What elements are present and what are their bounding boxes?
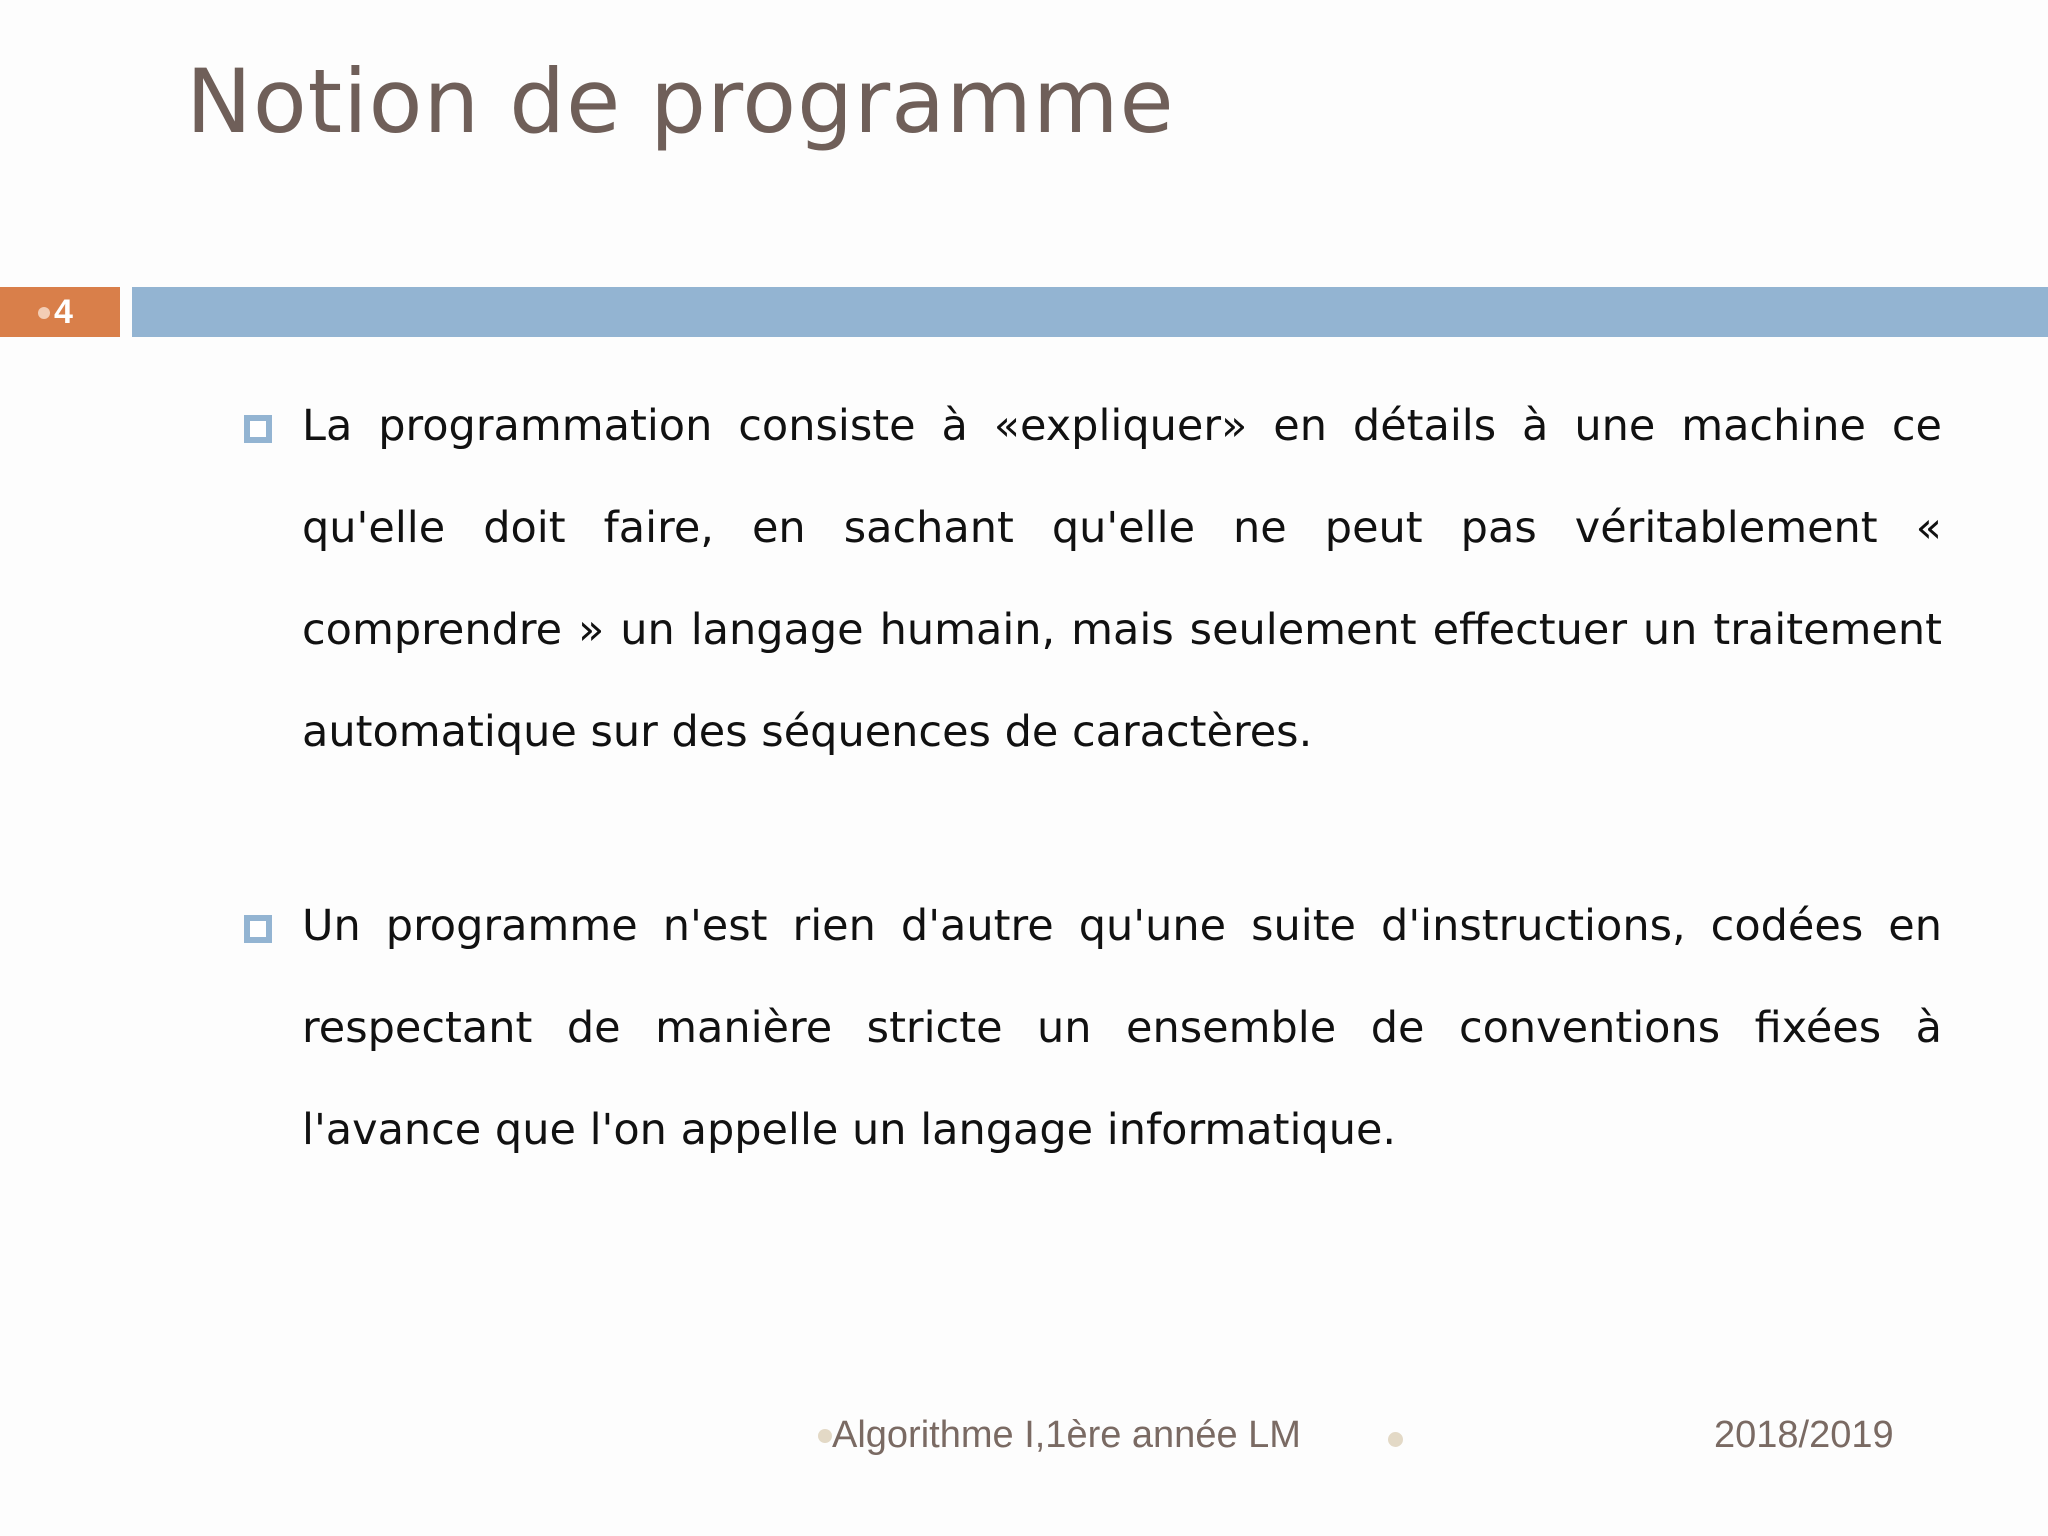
slide-number: 4 [54,293,73,331]
footer-dot-icon [818,1429,832,1443]
footer-course-label: Algorithme I,1ère année LM [832,1414,1301,1456]
title-divider-bar [132,287,2048,337]
slide-content [240,375,1940,1273]
bullet-text: La programmation consiste à «expliquer» en détails à une machine ce qu'elle doit faire, en sachant qu'elle ne peut pas véritablement « comprendre » un langage humain, mais seulement effectuer un traitement automatique sur des séquences de caractères. [302,401,1942,757]
bullet-item [240,875,1940,1181]
footer-course [818,1414,1301,1457]
bullet-item [240,375,1940,783]
square-bullet-icon [244,915,272,943]
square-bullet-icon [244,415,272,443]
footer-year: 2018/2019 [1714,1414,1894,1456]
footer-separator-dot-icon [1388,1432,1403,1447]
slide-title: Notion de programme [186,50,1175,153]
bullet-text: Un programme n'est rien d'autre qu'une suite d'instructions, codées en respectant de manière stricte un ensemble de conventions fixées à l'avance que l'on appelle un langage informatique. [302,901,1942,1155]
bullet-dot-icon [38,307,50,319]
slide-number-badge [0,287,120,337]
